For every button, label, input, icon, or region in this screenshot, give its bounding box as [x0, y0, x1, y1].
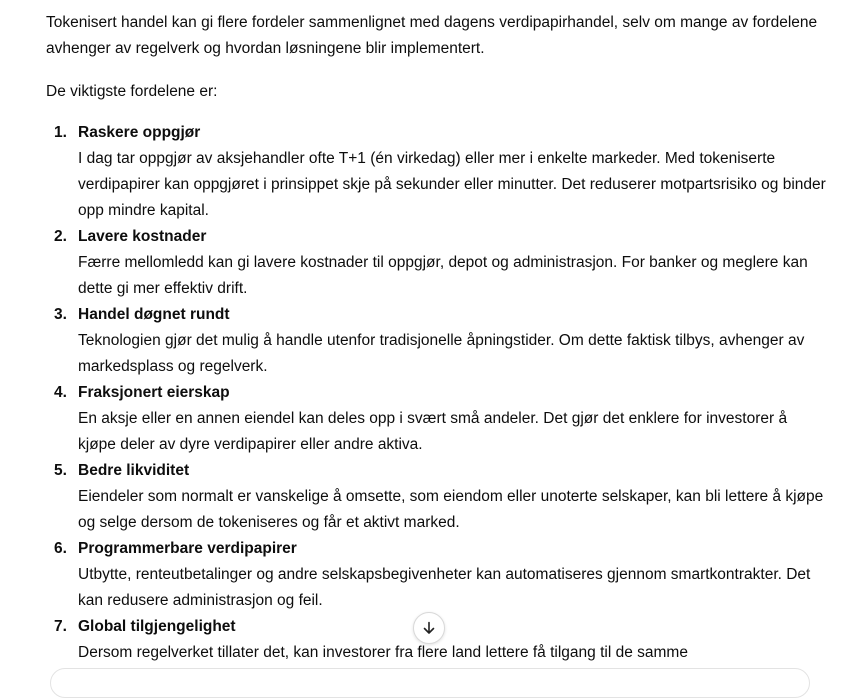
list-item-title: Programmerbare verdipapirer [78, 540, 297, 557]
list-number: 1. [54, 124, 67, 141]
list-item-title: Global tilgjengelighet [78, 618, 236, 635]
list-number: 7. [54, 618, 67, 635]
list-item-description: Utbytte, renteutbetalinger og andre selskapsbegivenheter kan automatiseres gjennom smartkontrakter. Det kan redusere administrasjon og feil. [78, 566, 811, 609]
list-item-description: En aksje eller en annen eiendel kan deles opp i svært små andeler. Det gjør det enklere for investorer å kjøpe deler av dyre verdipapirer eller andre aktiva. [78, 410, 788, 453]
list-number: 3. [54, 306, 67, 323]
list-item [46, 458, 826, 536]
list-item-title: Bedre likviditet [78, 462, 190, 479]
lead-paragraph: De viktigste fordelene er: [46, 83, 218, 100]
list-item-title: Lavere kostnader [78, 228, 207, 245]
list-item [46, 224, 826, 302]
list-item-description: Færre mellomledd kan gi lavere kostnader til oppgjør, depot og administrasjon. For banker og meglere kan dette gi mer effektiv drift. [78, 254, 808, 297]
list-item-title: Handel døgnet rundt [78, 306, 230, 323]
scroll-to-bottom-button[interactable] [413, 612, 445, 644]
list-number: 6. [54, 540, 67, 557]
list-item-description: Eiendeler som normalt er vanskelige å omsette, som eiendom eller unoterte selskaper, kan bli lettere å kjøpe og selge dersom de tokeniseres og får et aktivt marked. [78, 488, 824, 531]
list-item-description: Dersom regelverket tillater det, kan investorer fra flere land lettere få tilgang til de samme [78, 644, 688, 661]
list-number: 5. [54, 462, 67, 479]
message-composer[interactable] [50, 668, 810, 698]
list-item [46, 120, 826, 224]
list-item [46, 380, 826, 458]
list-number: 2. [54, 228, 67, 245]
list-item-title: Fraksjonert eierskap [78, 384, 230, 401]
list-item-description: I dag tar oppgjør av aksjehandler ofte T+1 (én virkedag) eller mer i enkelte markeder. Med tokeniserte verdipapirer kan oppgjøret i prinsippet skje på sekunder eller minutter. Det reduserer motpartsrisiko og binder opp mindre kapital. [78, 150, 826, 219]
list-item [46, 536, 826, 614]
intro-paragraph: Tokenisert handel kan gi flere fordeler sammenlignet med dagens verdipapirhandel, selv om mange av fordelene avhenger av regelverk og hvordan løsningene blir implementert. [46, 14, 818, 57]
list-item-title: Raskere oppgjør [78, 124, 201, 141]
list-item [46, 302, 826, 380]
arrow-down-icon [421, 620, 437, 636]
benefits-list [46, 120, 826, 666]
list-item-description: Teknologien gjør det mulig å handle utenfor tradisjonelle åpningstider. Om dette faktisk tilbys, avhenger av markedsplass og regelverk. [78, 332, 805, 375]
list-number: 4. [54, 384, 67, 401]
